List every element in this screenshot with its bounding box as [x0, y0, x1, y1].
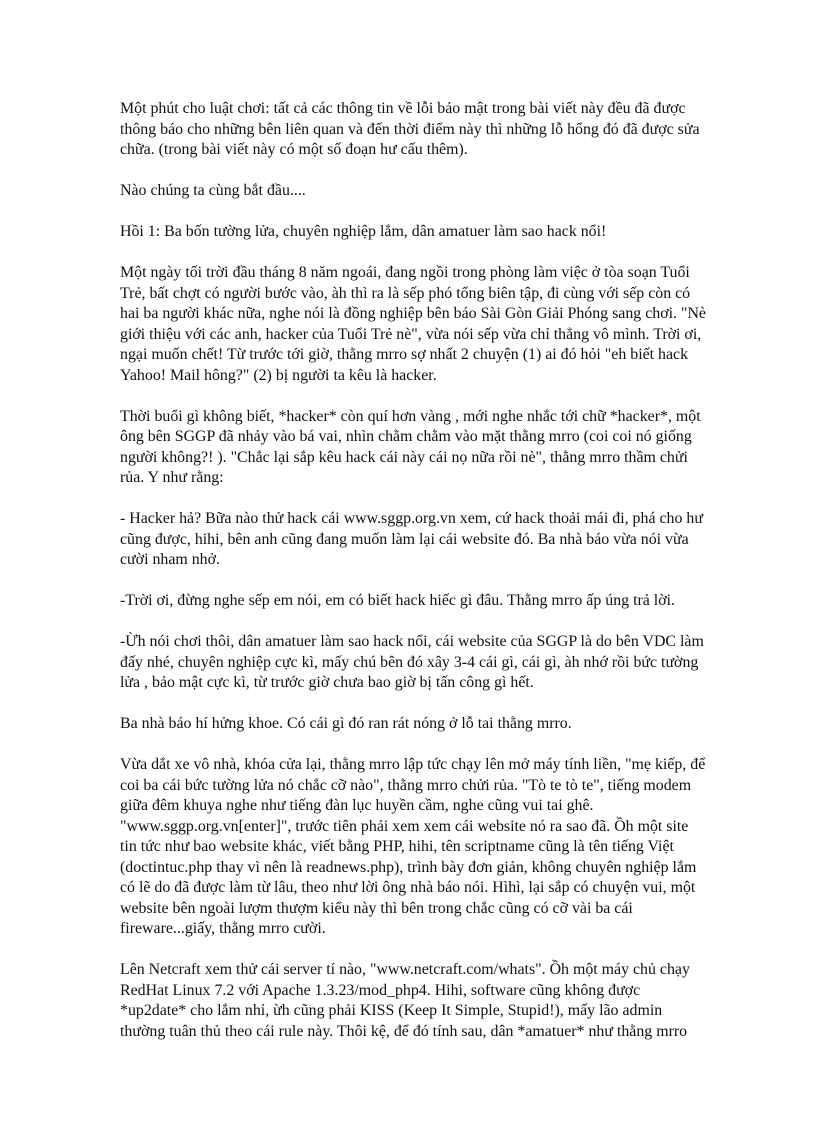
paragraph-dialogue-1: - Hacker hả? Bữa nào thử hack cái www.sggp.org.vn xem, cứ hack thoải mái đi, phá cho hư cũng được, hihi, bên anh cũng đang muốn làm lại cái website đó. Ba nhà báo vừa nói vừa cười nham nhở. [120, 510, 703, 568]
paragraph-start: Nào chúng ta cùng bắt đầu.... [120, 182, 306, 199]
paragraph-story-intro: Một ngày tối trời đầu tháng 8 năm ngoái, đang ngồi trong phòng làm việc ở tòa soạn Tuổi Trẻ, bất chợt có người bước vào, àh thì ra là sếp phó tổng biên tập, đi cùng với sếp còn có hai ba người khác nữa, nghe nói là đồng nghiệp bên báo Sài Gòn Giải Phóng sang chơi. "Nè giới thiệu với các anh, hacker của Tuổi Trẻ nè", vừa nói sếp vừa chỉ thẳng vô mình. Trời ơi, ngại muốn chết! Từ trước tới giờ, thằng mrro sợ nhất 2 chuyện (1) ai đó hỏi "eh biết hack Yahoo! Mail hông?" (2) bị người ta kêu là hacker. [120, 264, 706, 384]
paragraph-hacker: Thời buổi gì không biết, *hacker* còn quí hơn vàng , mới nghe nhắc tới chữ *hacker*, một ông bên SGGP đã nhảy vào bá vai, nhìn chằm chằm vào mặt thằng mrro (coi coi nó giống người không?! ). "Chắc lại sắp kêu hack cái này cái nọ nữa rồi nè", thằng mrro thầm chửi rủa. Y như rằng: [120, 407, 701, 486]
chapter-heading: Hồi 1: Ba bốn tường lửa, chuyên nghiệp lắm, dân amatuer làm sao hack nổi! [120, 223, 607, 240]
paragraph-boast: Ba nhà báo hí hửng khoe. Có cái gì đó ran rát nóng ở lỗ tai thằng mrro. [120, 715, 572, 732]
paragraph-netcraft: Lên Netcraft xem thử cái server tí nào, "www.netcraft.com/whats". Ồh một máy chủ chạy RedHat Linux 7.2 với Apache 1.3.23/mod_php4. Hihi, software cũng không được *up2date* cho lắm nhỉ, ừh cũng phải KISS (Keep It Simple, Stupid!), mấy lão admin thường tuân thủ theo cái rule này. Thôi kệ, để đó tính sau, dân *amatuer* như thằng mrro [120, 961, 690, 1040]
document-body [120, 99, 706, 1042]
paragraph-rules: Một phút cho luật chơi: tất cả các thông tin về lỗi bảo mật trong bài viết này đều đã được thông báo cho những bên liên quan và đến thời điểm này thì những lỗ hổng đó đã được sửa chữa. (trong bài viết này có một số đoạn hư cấu thêm). [120, 100, 700, 158]
paragraph-dialogue-2: -Trời ơi, đừng nghe sếp em nói, em có biết hack hiếc gì đâu. Thằng mrro ấp úng trả lời. [120, 592, 676, 609]
paragraph-investigation: Vừa dắt xe vô nhà, khóa cửa lại, thằng mrro lập tức chạy lên mở máy tính liền, "mẹ kiếp, để coi ba cái bức tường lửa nó chắc cỡ nào", thằng mrro chửi rủa. "Tò te tò te", tiếng modem giữa đêm khuya nghe như tiếng đàn lục huyền cầm, nghe cũng vui tai ghê. "www.sggp.org.vn[enter]", trước tiên phải xem xem cái website nó ra sao đã. Ồh một site tin tức như bao website khác, viết bằng PHP, hihi, tên scriptname cũng là tên tiếng Việt (doctintuc.php thay vì nên là readnews.php), trình bày đơn giản, không chuyên nghiệp lắm có lẽ do đã được làm từ lâu, theo như lời ông nhà báo nói. Hìhì, lại sắp có chuyện vui, một website bên ngoài lượm thượm kiểu này thì bên trong chắc cũng có cỡ vài ba cái fireware...giấy, thằng mrro cười. [120, 756, 706, 937]
paragraph-dialogue-3: -Ừh nói chơi thôi, dân amatuer làm sao hack nổi, cái website của SGGP là do bên VDC làm đấy nhé, chuyên nghiệp cực kì, mấy chú bên đó xây 3-4 cái gì, cái gì, àh nhớ rồi bức tường lửa , bảo mật cực kì, từ trước giờ chưa bao giờ bị tấn công gì hết. [120, 633, 704, 691]
